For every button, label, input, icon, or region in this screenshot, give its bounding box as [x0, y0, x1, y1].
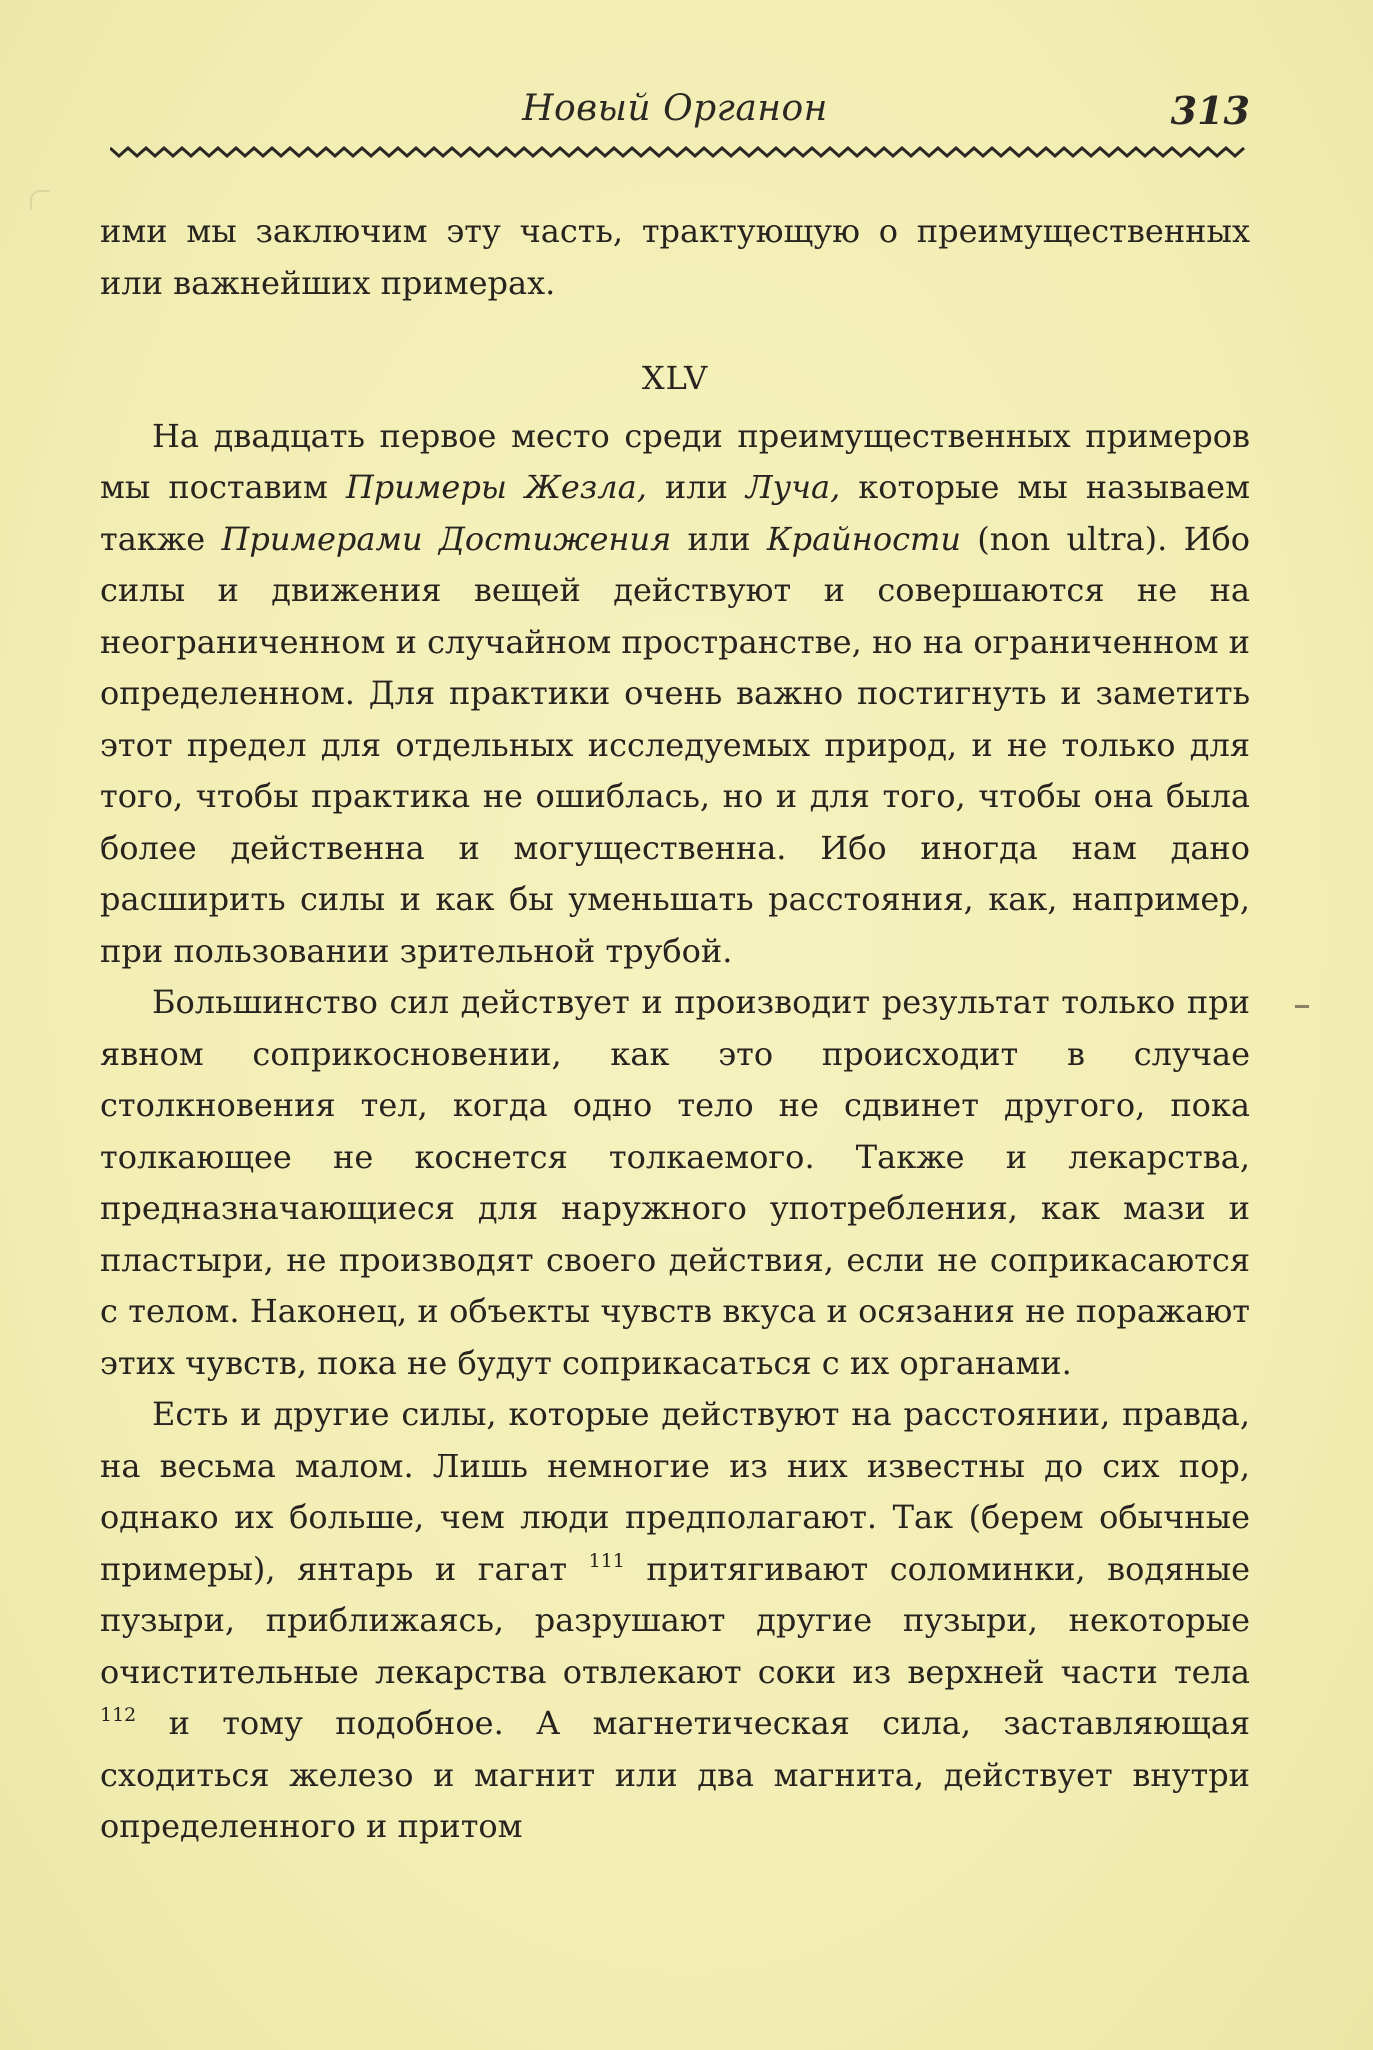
footnote-ref: 111	[588, 1549, 625, 1572]
section-number: XLV	[641, 359, 709, 397]
page-number: 313	[1170, 88, 1250, 133]
text-run: или	[671, 519, 767, 558]
running-title: Новый Органон	[522, 88, 828, 129]
text-run: и тому подобное. А магнетическая сила, заставляющая сходиться железо и магнит или два магнита, действует внутри определенного и притом	[100, 1704, 1250, 1845]
paragraph-2: Большинство сил действует и производит результат только при явном соприкосновении, как это происходит в случае столкновения тел, когда одно тело не сдвинет другого, пока толкающее не коснется толкаемого. Также и лекарства, предназначающиеся для наружного употребления, как мази и пластыри, не производят своего действия, если не соприкасаются с телом. Наконец, и объекты чувств вкуса и осязания не поражают этих чувств, пока не будут соприкасаться с их органами.	[100, 983, 1250, 1382]
paragraph-3	[100, 1389, 1250, 1853]
text-run: Есть и другие силы, которые действуют на расстоянии, правда, на весьма малом. Лишь немногие из них известны до сих пор, однако их больше, чем люди предполагают. Так (берем обычные примеры), янтарь и гагат	[100, 1395, 1250, 1588]
margin-dash-mark	[1295, 1005, 1309, 1008]
italic-term: Луча,	[745, 468, 841, 506]
footnote-ref: 112	[100, 1704, 137, 1726]
italic-term: Примерами Достижения	[221, 519, 672, 558]
text-run: На двадцать первое место среди преимущественных примеров мы поставим	[100, 416, 1250, 506]
text-run: притягивают соломинки, водяные пузыри, приближаясь, разрушают другие пузыри, некоторые очистительные лекарства отвлекают соки из верхней части тела	[100, 1549, 1250, 1691]
text-run: или	[646, 468, 746, 506]
body-text	[100, 206, 1250, 1853]
italic-term: Крайности	[766, 519, 961, 558]
italic-term: Примеры Жезла,	[345, 468, 647, 506]
paper-crease-mark	[30, 190, 50, 210]
text-run: (non ultra). Ибо силы и движения вещей действуют и совершаются не на неограниченном и случайном пространстве, но на ограниченном и определенном. Для практики очень важно постигнуть и заметить этот предел для отдельных исследуемых природ, и не только для того, чтобы практика не ошиблась, но и для того, чтобы она была более действенна и могущественна. Ибо иногда нам дано расширить силы и как бы уменьшать расстояния, как, например, при пользовании зрительной трубой.	[100, 519, 1251, 970]
running-head	[100, 88, 1250, 138]
decorative-zigzag-rule	[110, 146, 1250, 158]
text-run: которые мы называем также	[100, 468, 1251, 558]
paragraph-1	[100, 411, 1250, 978]
paragraph-continuation: ими мы заключим эту часть, трактующую о преимущественных или важнейших примерах.	[100, 212, 1250, 302]
